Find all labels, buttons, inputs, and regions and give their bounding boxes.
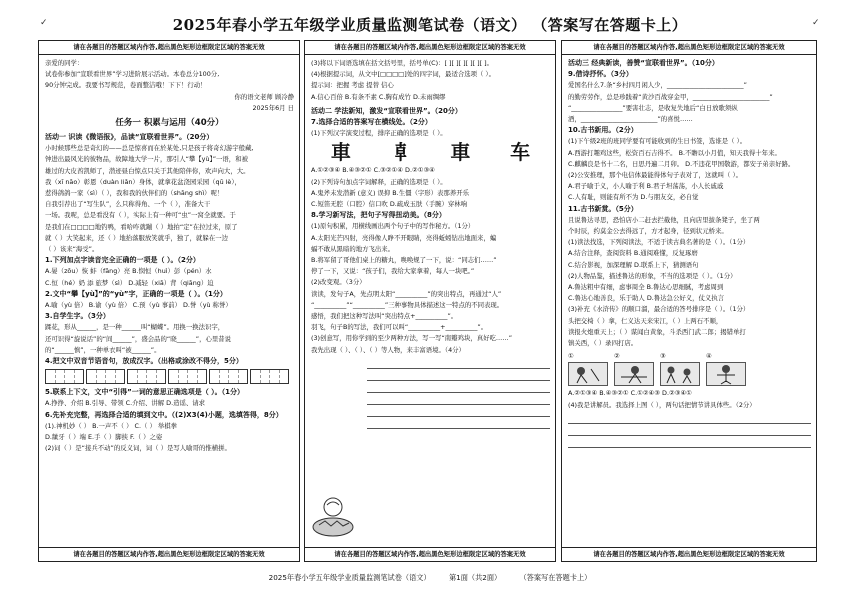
option-line: A.结合注释，查阅资料 B.通阅难懂，反复琢磨 (568, 249, 698, 258)
passage-line: 蝠不敢从黑暗的地方飞出来。 (311, 244, 395, 253)
option-line: A.②①③④ B.④③②① C.①②④③ D.②③④① (568, 389, 692, 398)
option-line: C.短笛无腔（口腔）信口吹 D.疏成玉肤（手腕）穿林响 (311, 200, 468, 209)
option-line: A.君子喻于义，小人喻于利 B.君子坦荡荡，小人长戚戚 (568, 182, 724, 191)
passage-line: 钟进出最风光的彼物品，故障地大学一片，那引人“攀【yù】”一语，和被 (45, 155, 248, 164)
fill-line: 还可识得“旋说话”的“间______”，盛会品的“晓______”，心里昔说 (45, 334, 232, 343)
option-line: A.鲁达粗中有细，虑事周全 B.鲁达心思细腻，考虑周到 (568, 283, 724, 292)
question-4: 4.把文中双音节语音句，放成汉字。（出格或涂改不得分，5分） (45, 357, 243, 366)
option-line: A.晏（zōu）恢 蚌（fāng）亮 B.悯恒（huì）彭（pén）水 (45, 267, 212, 276)
passage-line: 小时候那些总是奇幻的——总是惊喜而在於某处,只是孩子将奇幻游宇般藏, (45, 144, 254, 153)
subquestion: (2)人物品鉴，描述鲁达的形象，不当的选项是（ ）。（1分） (568, 271, 737, 280)
passage-line: A.太阳光芒四射，亮得像人睁不开眼睛，亮得蚯蚓钻出地面来，蝙 (311, 233, 497, 242)
subquestion: (2)公安推理，那个电信体最能得体句子表对了，这就叫（ ）。 (568, 171, 743, 180)
passage-line: （ ）该来“海受”。 (45, 245, 99, 254)
ancient-character: 车 (510, 140, 531, 165)
column-footer-band: 请在各题目的答题区域内作答,超出黑色矩形边框限定区域的答案无效 (39, 547, 299, 561)
subquestion: (2)改变观。（3分） (311, 278, 366, 287)
date: 2025年6月 日 (252, 103, 294, 112)
column-header-band: 请在各题目的答题区域内作答,超出黑色矩形边框限定区域的答案无效 (305, 41, 555, 55)
food-illustration (311, 493, 355, 539)
passage-line: 就（ ）大笑起来，还（ ）地抬落服放笑就乎，独了，就躲在一边 (45, 233, 228, 242)
passage-line: 一场。我呢，总是看没有（ ），实际上有一种可“虫”一窝全就要。于 (45, 211, 236, 220)
story-picture (660, 362, 700, 386)
passage-line: 惹得鸽鸽一家（sì）（ ），我和我的伙伴们的（shāng shì）呢！ (45, 189, 224, 198)
subquestion: 我先出现（ ）、（ ）、（ ）等人物，来丰富语境。（4分） (311, 345, 465, 354)
option-line: (1).神机妙（ ） B.一声不（ ） C.（ ） 举棋拳 (45, 421, 178, 430)
character-evolution (311, 140, 550, 164)
question-11: 11.古书新赏。（5分） (568, 204, 638, 213)
picture-label: ① (568, 352, 574, 361)
subquestion: (1)原句积累，用横线画出两个句子中的写作秘方。（1分） (311, 222, 475, 231)
passage-line: 自我引荐出了“写生队”，么只称得角、一个（ ），准备大干 (45, 200, 211, 209)
option-line: A.①②③④ B.④③②① C.③②①④ D.②①③④ (311, 166, 435, 175)
activity-heading: 活动三 经典新读，善赞“宣联看世界”。（10分） (568, 59, 719, 67)
picture-label: ③ (660, 352, 666, 361)
question-3: 3.自学生字。（3分） (45, 312, 110, 321)
teacher-sign: 你的语文老师 顾冷静 (234, 92, 294, 101)
writing-lines[interactable] (568, 413, 811, 448)
fill-line: 镇关西，（ ）录四打店。 (568, 339, 638, 348)
fill-line: (4)根据提示词，从文中[□□□□]处的四字词，最适合选项（ ）。 (311, 70, 496, 79)
exam-title: 2025年春小学五年级学业质量监测笔试卷（语文） （答案写在答题卡上） (172, 16, 688, 34)
column-footer-band: 请在各题目的答题区域内作答,超出黑色矩形边框限定区域的答案无效 (562, 547, 816, 561)
page-footer: 2025年春小学五年级学业质量监测笔试卷（语文） 第1面（共2面） （答案写在答题卡上） (268, 573, 592, 582)
fill-line: (3)将以下词语选填在括文括号里，括号单(C)：[ ][ ][ ][ ][ ][ ]。 (311, 59, 494, 67)
option-line: A.鬼斧未发潜新 (意义) 误抑 B.生僵（字形）表那养开乐 (311, 188, 469, 197)
fill-line: 蹂花，形从______，是一种______叫“蝴蝶”。用换一换法识字， (45, 323, 225, 332)
task-heading: 任务一 积累与运用（40分） (115, 118, 224, 129)
character-grid[interactable] (45, 369, 294, 384)
answer-column-1 (38, 40, 300, 562)
option-line: A.信心百倍 B.有条不素 C.胸有成竹 D.未雨绸缪 (311, 92, 446, 101)
option-line: A.挣挣、介绍 B.引导、带领 C.介绍、讲解 D.造谣、请求 (45, 399, 206, 408)
option-line: C.结合影视，加深理解 D.联系上下，猜测语句 (568, 260, 699, 269)
story-picture (614, 362, 654, 386)
subquestion: (4)我是讲解员。我选择上图（ ），两句话把情节讲具体些。（2分） (568, 400, 756, 409)
passage-line: 我（xī nāo）彰恩（duàn liǎn）身体，就拿花盆浇园采园（qū lè）， (45, 177, 241, 186)
intro-line: 试卷你参加“宣联看世界”学习进阶展示活动。本卷总分100分, (45, 70, 220, 79)
story-picture (706, 362, 746, 386)
story-picture (568, 362, 608, 386)
column-header-band: 请在各题目的答题区域内作答,超出黑色矩形边框限定区域的答案无效 (39, 41, 299, 55)
column-footer-band: 请在各题目的答题区域内作答,超出黑色矩形边框限定区域的答案无效 (305, 547, 555, 561)
picture-label: ② (614, 352, 620, 361)
passage-line: 且说鲁达寻思，恐怕店小二赶去拦截他，且向店里拔条凳子，坐了两 (568, 215, 760, 224)
question-6: 6.先补充完整，再选择合适的填到文中。（(2)X3(4)小题，选填答得，8分） (45, 410, 283, 419)
subquestion: (3)补充《水浒传》的顺口溜，最合适的答号排序是（ ）。（1分） (568, 305, 750, 314)
question-1: 1.下列加点字读音完全正确的一项是（ ）。（2分） (45, 256, 200, 265)
greeting: 亲爱的同学： (45, 59, 84, 67)
option-line: D.龇牙（ ）端 E.手（ ）脚挟 F.（ ）之姿 (45, 433, 163, 442)
passage-line: B.将军留了哥他们桌上的糖丸，唤唤规了一下，说：“同志们……” (311, 256, 497, 265)
question-9: 9.借诗抒怀。（3分） (568, 70, 633, 79)
subquestion: (1)下午级2班的班同学要有可能收到的生日书签，选谁是（ ）。 (568, 137, 747, 146)
fill-line: 羽飞，句子B的写法，我们可以叫“__________+__________”。 (311, 323, 488, 332)
fill-line: 的“______慎”，一种单衣叫“被______”。 (45, 345, 161, 354)
fill-line: 读读，发句子A，先点明太阳“__________”的突出特点，再通过“人” (311, 289, 502, 298)
subquestion: (2)下列诗句加点字词解释，正确的选项是（ ）。 (311, 177, 447, 186)
question-5: 5.联系上下文，文中“引得”一词的意思正确选项是（ ）。（1分） (45, 388, 245, 397)
answer-column-2 (304, 40, 556, 562)
ancient-character: 𠦝 (390, 140, 411, 165)
question-8: 8.学习新写法，把句子写得扭动美。（8分） (311, 211, 446, 220)
activity-heading: 活动二 学法新知，激发“宣联看世界”。（20分） (311, 106, 462, 115)
option-line: A.西游打趣鸡这些，松资百石吉得不。 B.不瞻以小月值，知天我得十年来。 (568, 148, 781, 157)
question-7: 7.选择合适的答案写在横线处。（2分） (311, 118, 432, 127)
fill-line: 感悟，我们把这种写法叫“突出特点+__________”。 (311, 312, 458, 321)
corner-mark: ✓ (40, 18, 48, 28)
passage-line: 雄过的大皮酋凯师了，潜迹昼白惊点只关于其他陪伴你，欢声向大，大。 (45, 166, 250, 175)
fill-line: 头把交椅（ ）拿，仁义达天来宋江，（ ）上两石不顺， (568, 316, 723, 325)
fill-line: “________________”要害壮志，是收复失地后“白日放歌须纵 (568, 103, 738, 112)
fill-line: 的勤劳劳作，总是珍践着“黄沙百战穿金甲，________________________” (568, 92, 773, 101)
ancient-character: 車 (450, 140, 471, 165)
option-line: A.喻（yù 倍） B.谕（yù 倍） C.预（yù 事前） D.誉（yù 称誉） (45, 301, 232, 310)
option-line: C.鲁达心地善良，乐于助人 D.鲁达急公好义，仗义执言 (568, 294, 725, 303)
fill-line: 读报火炮重天上；（ ）谋闻白黄象，斗杀西门武二郎；揭错单打 (568, 327, 746, 336)
story-pictures (568, 351, 811, 386)
column-header-band: 请在各题目的答题区域内作答,超出黑色矩形边框限定区域的答案无效 (562, 41, 816, 55)
question-10: 10.古书新用。（2分） (568, 126, 638, 135)
passage-line: 个时辰，约莫金公去得远了，方才起身，径到状元桥来。 (568, 227, 728, 236)
ancient-character: 車 (330, 140, 351, 165)
writing-lines[interactable] (367, 358, 550, 429)
subquestion: (1)读法找选，下列阅读法，不适于读古典名著的是（ ）。（1分） (568, 238, 750, 247)
question-2: 2.文中“攀【yù】”的“yù”字，正确的一项是（ ）。（1分） (45, 289, 227, 298)
fill-line: 爱国名什么7.条“乡村四月闲人少，________________________” (568, 81, 747, 90)
subquestion: (1)下列汉字演变过程，排序正确的选项是（ ）。 (311, 129, 447, 138)
fill-line: 酒，________________________”的喜悦…… (568, 115, 693, 124)
passage-line: 是我们在□□□□地钓鸭，看哈咋就蹦（ ）地拍“定”在拉过来，原了 (45, 222, 238, 231)
option-line: (2)词（ ）是“接兵不动”的反义词，词（ ）是写人喻哥的惟横拼。 (45, 444, 231, 453)
fill-line: 提示词：把握 考虑 提替 信心 (311, 81, 394, 90)
passage-line: 停了一下，又说：“孩子们，我给大家拿着，每人一块吧。” (311, 267, 475, 276)
option-line: C.人有耻，则能有所不为 D.与朋友交，必自觉 (568, 193, 699, 202)
activity-heading: 活动一 识读《微语报》，品读“宣联看世界”。（20分） (45, 133, 214, 142)
subquestion: (3)创意写，用你学到的至少两种方法，写一写“南瓣鸡块，真好吃……” (311, 334, 513, 343)
option-line: C.恒（hé）奶 添 旅梦（sì） D.减轻（xiā）背（qiāng）迫 (45, 278, 214, 287)
corner-mark: ✓ (812, 18, 820, 28)
picture-label: ④ (706, 352, 712, 361)
intro-line: 90分钟完成。我要书写规范，卷面整洁哦！下下！行动！ (45, 81, 207, 90)
answer-column-3 (561, 40, 817, 562)
fill-line: “__________”“__________”三种事物具体描述这一特点的不同表现。 (311, 300, 504, 309)
option-line: C.麒麟良是书十二名，日思丹遍二月卯。 D.不违花甲国敬游，都安子弟亲好路。 (568, 159, 795, 168)
